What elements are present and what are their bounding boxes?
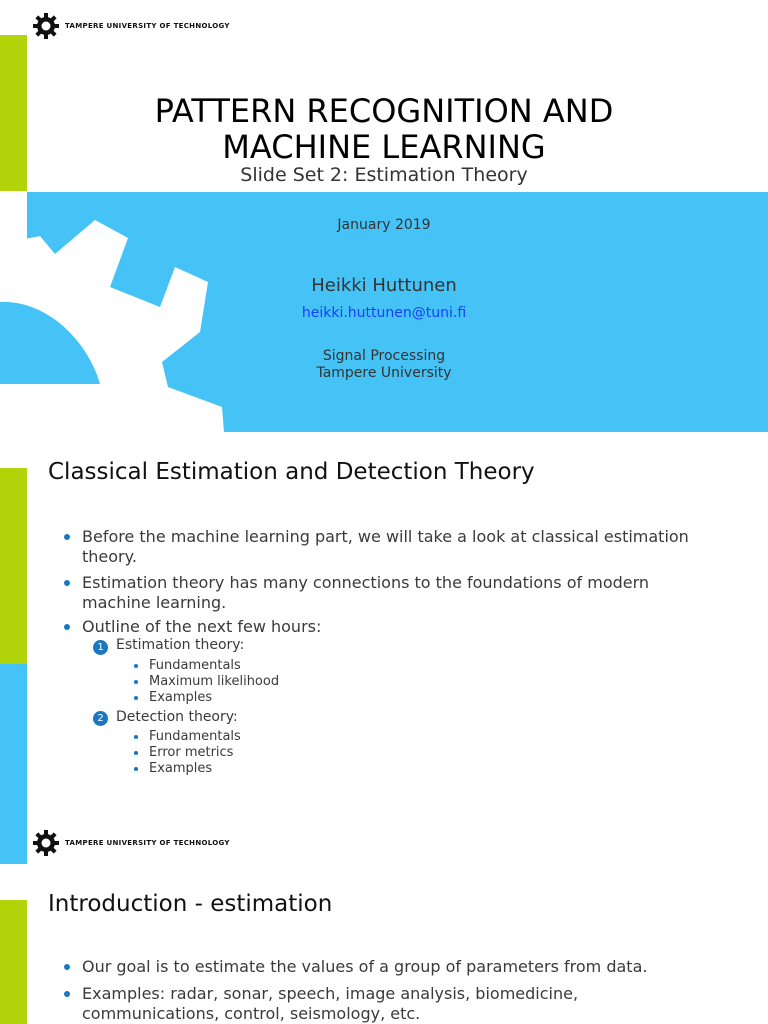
green-accent-bar xyxy=(0,468,27,664)
bullet-text: theory. xyxy=(82,547,137,566)
outline-label: Detection theory: xyxy=(116,709,238,725)
presentation-title xyxy=(0,93,768,165)
gear-logo-icon xyxy=(33,830,59,856)
bullet-dot-icon xyxy=(64,534,70,540)
bullet-text: Examples: radar, sonar, speech, image analysis, biomedicine, xyxy=(82,984,579,1003)
bullet-text: Our goal is to estimate the values of a group of parameters from data. xyxy=(82,957,648,976)
bullet-dot-icon xyxy=(64,624,70,630)
sub-bullet-text: Fundamentals xyxy=(149,658,241,673)
affiliation xyxy=(0,348,768,382)
affiliation-line-2: Tampere University xyxy=(316,365,452,381)
outline-number-badge: 2 xyxy=(93,711,108,726)
outline-number-badge: 1 xyxy=(93,640,108,655)
content-slide-classical-estimation xyxy=(0,432,768,864)
bullet-dot-icon xyxy=(134,767,138,771)
bullet-text: communications, control, seismology, etc. xyxy=(82,1004,421,1023)
green-accent-bar xyxy=(0,900,27,1024)
sub-bullet-text: Examples xyxy=(149,761,213,776)
slide-title: Classical Estimation and Detection Theory xyxy=(48,459,535,485)
gear-logo-icon xyxy=(33,13,59,39)
author-name: Heikki Huttunen xyxy=(311,275,457,296)
sub-bullet-text: Examples xyxy=(149,690,213,705)
sub-bullet-text: Fundamentals xyxy=(149,729,241,744)
bullet-text: machine learning. xyxy=(82,593,227,612)
bullet-dot-icon xyxy=(134,735,138,739)
date: January 2019 xyxy=(337,217,431,233)
bullet-dot-icon xyxy=(134,680,138,684)
bullet-dot-icon xyxy=(134,696,138,700)
affiliation-line-1: Signal Processing xyxy=(322,348,446,364)
university-logo xyxy=(33,830,230,856)
title-slide xyxy=(0,0,768,432)
sub-bullet-text: Maximum likelihood xyxy=(149,674,280,689)
bullet-text: Estimation theory has many connections to the foundations of modern xyxy=(82,573,650,592)
bullet-text: Outline of the next few hours: xyxy=(82,617,322,636)
subtitle: Slide Set 2: Estimation Theory xyxy=(240,164,528,186)
outline-label: Estimation theory: xyxy=(116,637,245,653)
title-line-2: MACHINE LEARNING xyxy=(222,128,546,166)
bullet-dot-icon xyxy=(64,580,70,586)
slide-title: Introduction - estimation xyxy=(48,891,333,917)
content-slide-introduction-estimation xyxy=(0,864,768,1024)
bullet-dot-icon xyxy=(134,664,138,668)
bullet-dot-icon xyxy=(64,964,70,970)
university-logo xyxy=(33,13,230,39)
bullet-text: Before the machine learning part, we will take a look at classical estimation xyxy=(82,527,689,546)
title-line-1: PATTERN RECOGNITION AND xyxy=(154,92,614,130)
bullet-dot-icon xyxy=(64,991,70,997)
author-email-link[interactable]: heikki.huttunen@tuni.fi xyxy=(301,305,467,321)
logo-text: TAMPERE UNIVERSITY OF TECHNOLOGY xyxy=(65,839,230,847)
logo-text: TAMPERE UNIVERSITY OF TECHNOLOGY xyxy=(65,22,230,30)
blue-accent-bar xyxy=(0,664,27,864)
bullet-dot-icon xyxy=(134,751,138,755)
sub-bullet-text: Error metrics xyxy=(149,745,234,760)
